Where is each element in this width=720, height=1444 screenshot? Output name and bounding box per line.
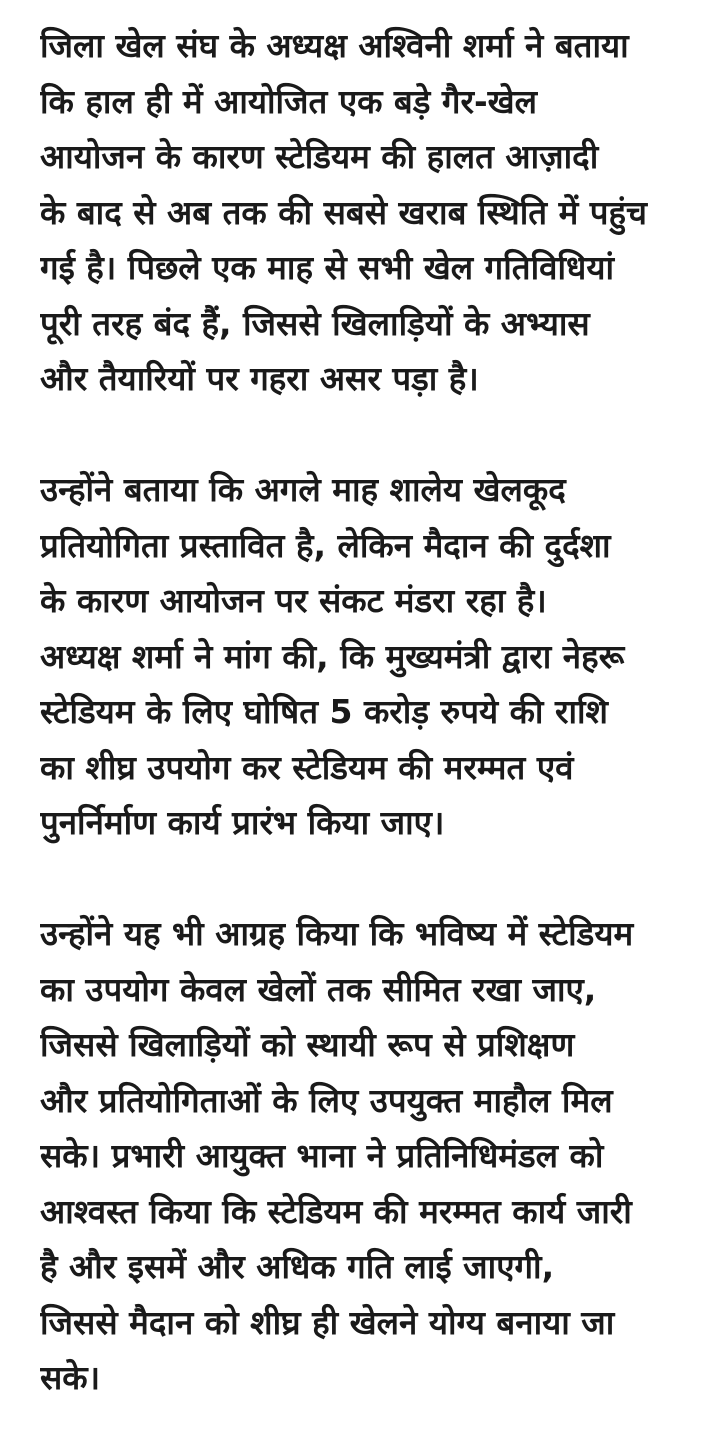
text-line: पूरी तरह बंद हैं, जिससे खिलाड़ियों के अभ्यास	[40, 303, 590, 343]
text-line: और प्रतियोगिताओं के लिए उपयुक्त माहौल मिल	[40, 1080, 613, 1120]
text-line: के बाद से अब तक की सबसे खराब स्थिति में पहुंच	[40, 192, 648, 232]
paragraph-2	[40, 462, 690, 851]
text-line: कि हाल ही में आयोजित एक बड़े गैर-खेल	[40, 81, 538, 121]
text-line: आश्वस्त किया कि स्टेडियम की मरम्मत कार्य जारी	[40, 1191, 632, 1231]
paragraph-1	[40, 18, 690, 407]
text-line: गई है। पिछले एक माह से सभी खेल गतिविधियां	[40, 248, 615, 287]
text-line: जिससे मैदान को शीघ्र ही खेलने योग्य बनाया जा	[40, 1302, 615, 1342]
text-line: सके। प्रभारी आयुक्त भाना ने प्रतिनिधिमंडल को	[40, 1136, 604, 1175]
text-line: जिला खेल संघ के अध्यक्ष अश्विनी शर्मा ने बताया	[40, 26, 629, 65]
text-line: का शीघ्र उपयोग कर स्टेडियम की मरम्मत एवं	[40, 747, 574, 787]
text-line: और तैयारियों पर गहरा असर पड़ा है।	[40, 359, 479, 398]
text-line: उन्होंने बताया कि अगले माह शालेय खेलकूद	[40, 470, 566, 509]
text-line: के कारण आयोजन पर संकट मंडरा रहा है।	[40, 581, 547, 620]
text-line: उन्होंने यह भी आग्रह किया कि भविष्य में स्टेडियम	[40, 914, 634, 953]
text-line: सके।	[40, 1358, 101, 1397]
text-line: अध्यक्ष शर्मा ने मांग की, कि मुख्यमंत्री द्वारा नेहरू	[40, 636, 625, 676]
text-line: है और इसमें और अधिक गति लाई जाएगी,	[40, 1247, 555, 1286]
article-body	[40, 18, 690, 1406]
text-line: का उपयोग केवल खेलों तक सीमित रखा जाए,	[40, 969, 597, 1009]
text-line: स्टेडियम के लिए घोषित 5 करोड़ रुपये की राशि	[40, 692, 608, 731]
text-line: आयोजन के कारण स्टेडियम की हालत आज़ादी	[40, 137, 599, 176]
text-line: जिससे खिलाड़ियों को स्थायी रूप से प्रशिक्षण	[40, 1025, 575, 1064]
paragraph-3	[40, 906, 690, 1406]
text-line: पुनर्निर्माण कार्य प्रारंभ किया जाए।	[40, 803, 445, 842]
text-line: प्रतियोगिता प्रस्तावित है, लेकिन मैदान की दुर्दशा	[40, 525, 611, 565]
